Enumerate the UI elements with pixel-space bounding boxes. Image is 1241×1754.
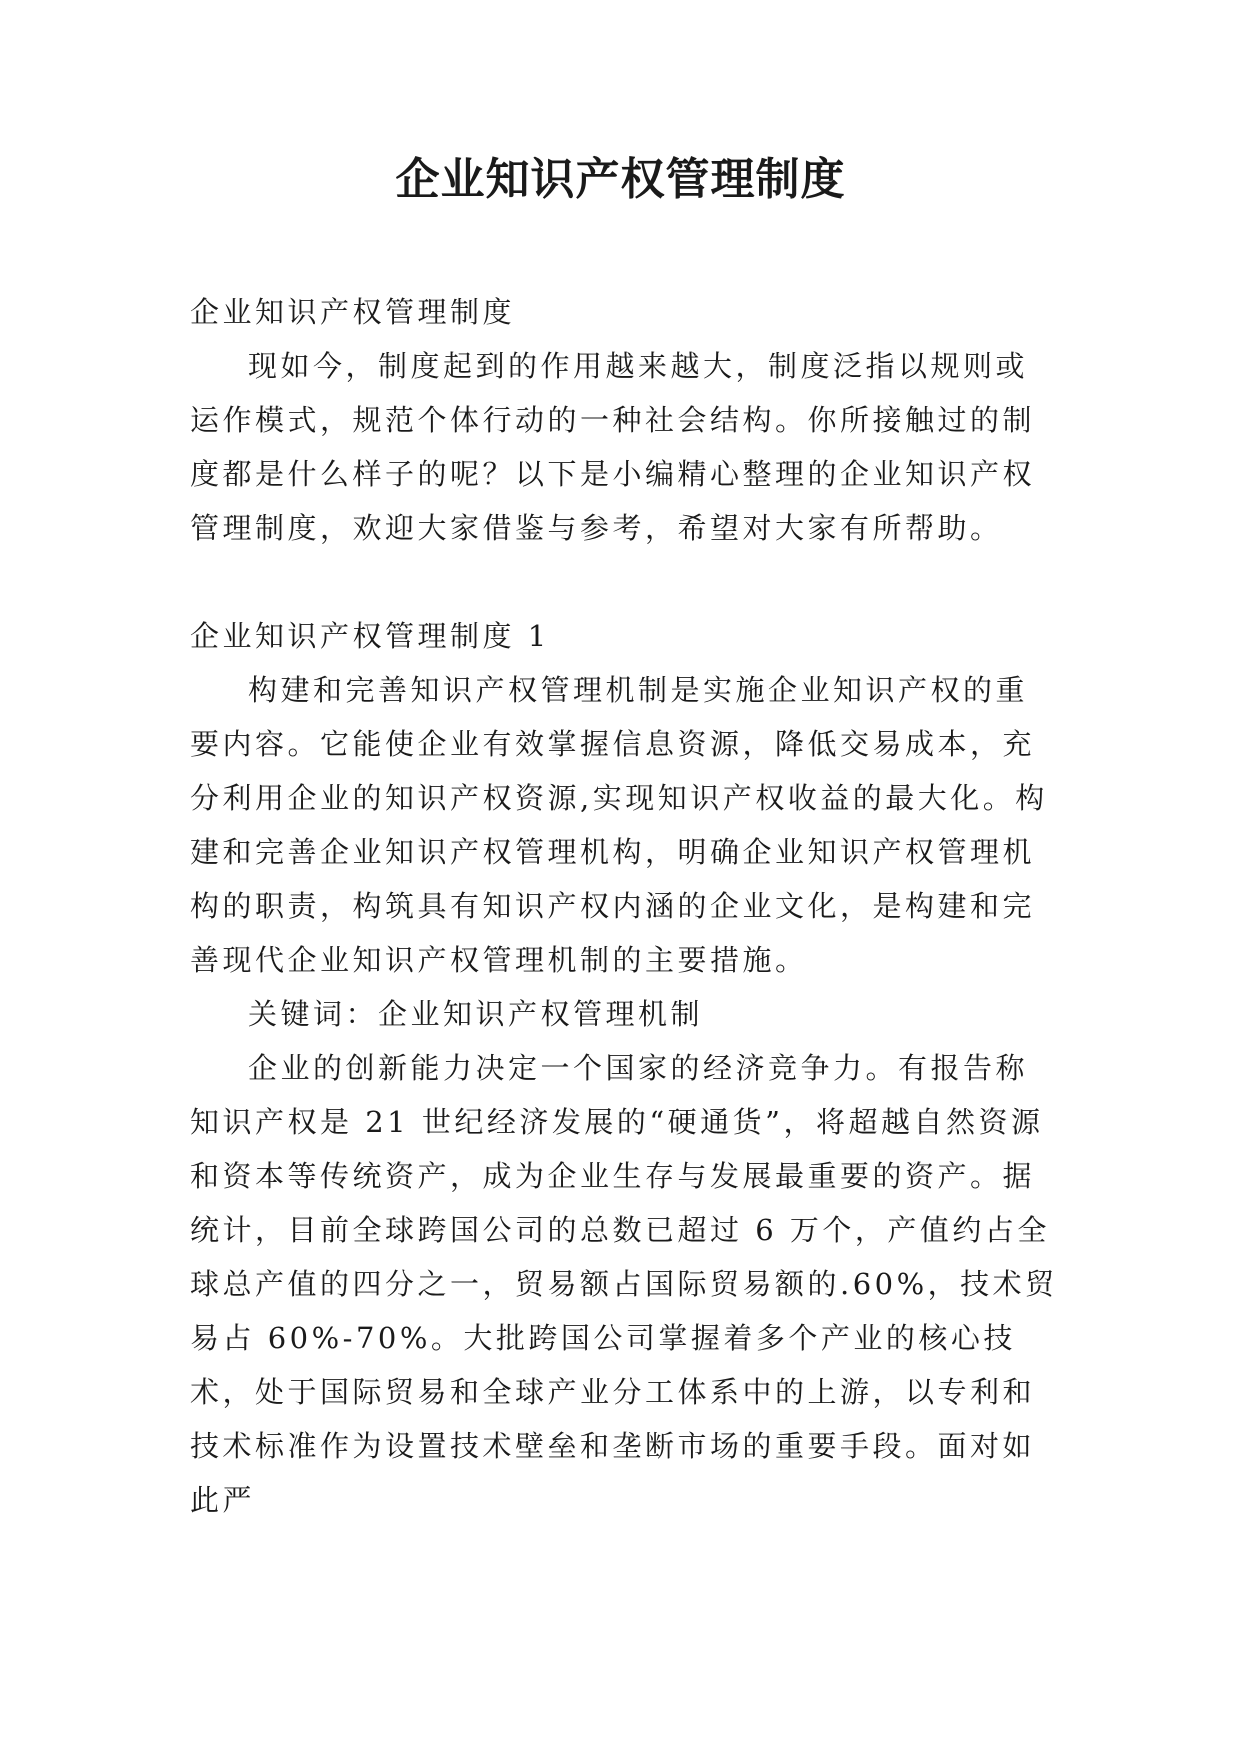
body-paragraph: 企业的创新能力决定一个国家的经济竞争力。有报告称知识产权是 21 世纪经济发展的“硬通货”，将超越自然资源和资本等传统资产，成为企业生存与发展最重要的资产。据统计，目前全球跨国公司的总数已超过 6 万个，产值约占全球总产值的四分之一，贸易额占国际贸易额的.60%，技术贸易占 60%-70%。大批跨国公司掌握着多个产业的核心技术，处于国际贸易和全球产业分工体系中的上游，以专利和技术标准作为设置技术壁垒和垄断市场的重要手段。面对如此严: [190, 1051, 1058, 1517]
document-body: [190, 285, 1060, 1527]
paragraph-spacer: [190, 555, 1060, 609]
section-heading: 企业知识产权管理制度 1: [190, 619, 550, 653]
document-subtitle: 企业知识产权管理制度: [190, 295, 516, 329]
intro-paragraph: 现如今，制度起到的作用越来越大，制度泛指以规则或运作模式，规范个体行动的一种社会结构。你所接触过的制度都是什么样子的呢？以下是小编精心整理的企业知识产权管理制度，欢迎大家借鉴与参考，希望对大家有所帮助。: [190, 349, 1036, 545]
document-title: 企业知识产权管理制度: [395, 154, 846, 205]
body-paragraph: 构建和完善知识产权管理机制是实施企业知识产权的重要内容。它能使企业有效掌握信息资源，降低交易成本，充分利用企业的知识产权资源,实现知识产权收益的最大化。构建和完善企业知识产权管理机构，明确企业知识产权管理机构的职责，构筑具有知识产权内涵的企业文化，是构建和完善现代企业知识产权管理机制的主要措施。: [190, 673, 1048, 977]
keywords-line: 关键词：企业知识产权管理机制: [248, 997, 704, 1031]
